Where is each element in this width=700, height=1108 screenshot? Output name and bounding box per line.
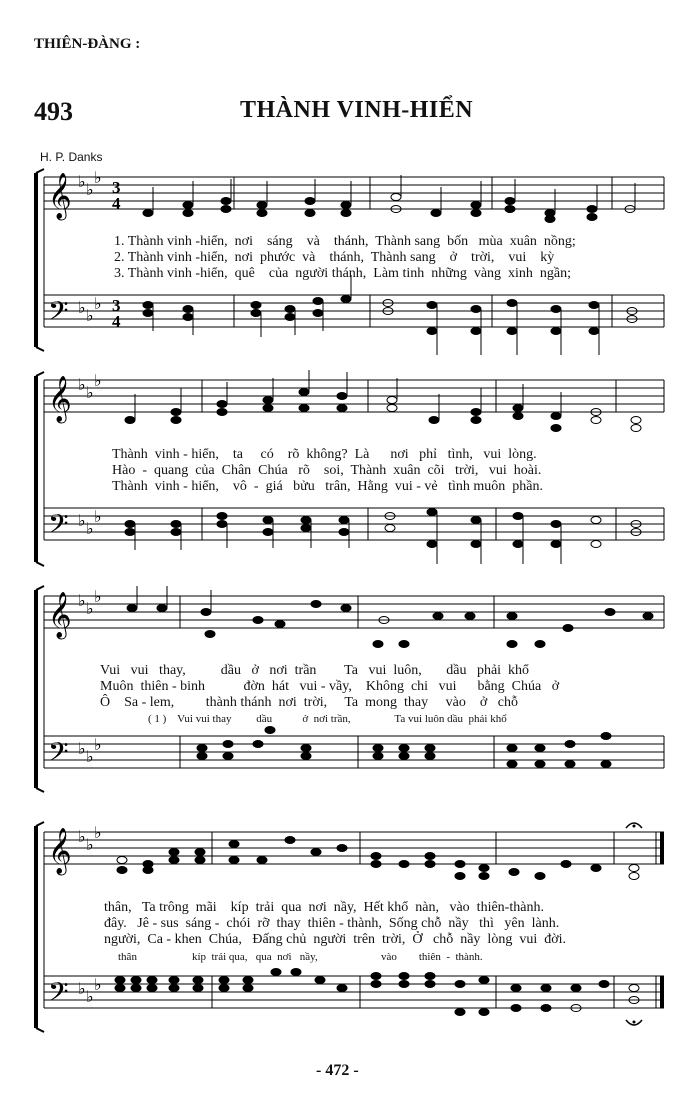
- system-4-verse-3: người, Ca - khen Chúa, Đấng chủ người trên trời, Ở chỗ nầy lòng vui đời.: [104, 932, 566, 947]
- svg-text:♭: ♭: [94, 735, 102, 754]
- svg-text:♭: ♭: [86, 835, 94, 854]
- svg-text:♭: ♭: [86, 383, 94, 402]
- system-1-verse-3: 3. Thành vinh -hiển, quê của người thánh, Làm tinh những vàng xinh ngần;: [114, 266, 572, 281]
- hymn-number: 493: [34, 97, 73, 126]
- svg-text:𝄞: 𝄞: [48, 828, 72, 874]
- svg-text:♭: ♭: [78, 375, 86, 394]
- system-1-verse-1: 1. Thành vinh -hiển, nơi sáng và thánh, Thành sang bốn mùa xuân nồng;: [114, 234, 576, 249]
- system-4-chorus-note: thân kíp trải qua, qua nơi nầy, vào thiên - thành.: [118, 951, 483, 963]
- system-2-verse-2: Hào - quang của Chân Chúa rõ soi, Thành xuân cõi trời, vui hoài.: [112, 463, 542, 478]
- svg-text:3: 3: [112, 296, 121, 315]
- system-3-chorus-note: ( 1 ) Vui vui thay dầu ở nơi trần, Ta vui luôn dầu phải khổ: [148, 713, 507, 725]
- svg-text:♭: ♭: [78, 591, 86, 610]
- svg-text:4: 4: [112, 312, 121, 331]
- composer: H. P. Danks: [40, 150, 103, 164]
- svg-text:♭: ♭: [78, 827, 86, 846]
- svg-text:♭: ♭: [78, 298, 86, 317]
- system-2-verse-3: Thành vinh - hiển, vô - giá bửu trân, Hằng vui - vẻ tình muôn phần.: [112, 479, 544, 494]
- svg-text:𝄞: 𝄞: [48, 592, 72, 638]
- system-3-verse-1: Vui vui thay, dầu ở nơi trần Ta vui luôn, dầu phải khổ: [100, 663, 530, 678]
- system-1-verse-2: 2. Thành vinh -hiển, nơi phước và thánh, Thành sang ở trời, vui kỳ: [114, 250, 555, 265]
- svg-text:4: 4: [112, 194, 121, 213]
- hymn-title: THÀNH VINH-HIỂN: [240, 97, 474, 123]
- svg-text:𝄢: 𝄢: [48, 295, 69, 333]
- svg-text:♭: ♭: [94, 168, 102, 187]
- system-3-verse-3: Ô Sa - lem, thành thánh nơi trời, Ta mong thay vào ở chỗ: [100, 695, 518, 710]
- svg-text:♭: ♭: [78, 172, 86, 191]
- svg-text:𝄢: 𝄢: [48, 976, 69, 1014]
- system-4-verse-2: đây. Jê - sus sáng - chói rỡ thay thiên - thành, Sống chỗ nầy thì yên lành.: [104, 916, 560, 931]
- svg-text:𝄞: 𝄞: [48, 173, 72, 219]
- svg-text:𝄢: 𝄢: [48, 736, 69, 774]
- svg-text:♭: ♭: [78, 739, 86, 758]
- svg-text:♭: ♭: [94, 507, 102, 526]
- svg-text:♭: ♭: [78, 511, 86, 530]
- svg-text:♭: ♭: [78, 979, 86, 998]
- svg-text:3: 3: [112, 178, 121, 197]
- svg-text:♭: ♭: [86, 519, 94, 538]
- system-3-verse-2: Muôn thiên - binh đờn hát vui - vầy, Không chi vui bằng Chúa ở: [100, 679, 560, 694]
- system-4-verse-1: thân, Ta trông mãi kíp trải qua nơi nầy, Hết khổ nàn, vào thiên-thành.: [104, 900, 544, 915]
- svg-text:♭: ♭: [86, 306, 94, 325]
- svg-text:♭: ♭: [86, 599, 94, 618]
- svg-text:♭: ♭: [94, 371, 102, 390]
- svg-text:♭: ♭: [94, 823, 102, 842]
- section-label: THIÊN-ĐÀNG :: [34, 36, 141, 52]
- svg-text:♭: ♭: [86, 180, 94, 199]
- svg-text:♭: ♭: [86, 747, 94, 766]
- svg-text:♭: ♭: [94, 587, 102, 606]
- svg-text:𝄢: 𝄢: [48, 508, 69, 546]
- svg-text:♭: ♭: [86, 987, 94, 1006]
- svg-text:♭: ♭: [94, 975, 102, 994]
- svg-text:𝄞: 𝄞: [48, 376, 72, 422]
- page-number: - 472 -: [316, 1062, 359, 1079]
- svg-text:♭: ♭: [94, 294, 102, 313]
- system-2-verse-1: Thành vinh - hiển, ta có rõ không? Là nơi phỉ tình, vui lòng.: [112, 447, 537, 462]
